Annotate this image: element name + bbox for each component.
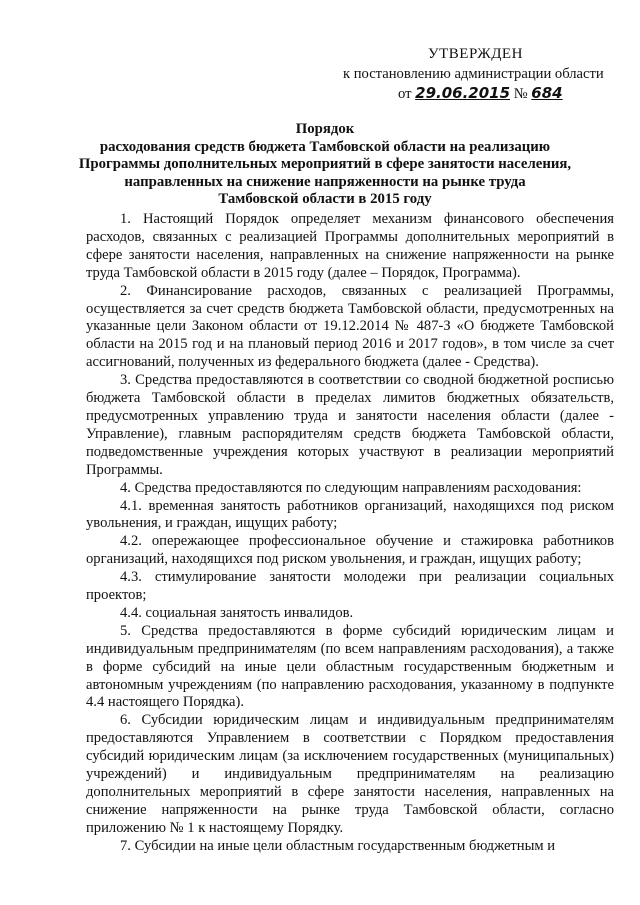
approval-number: 684 [531,83,563,102]
paragraph-7: 7. Субсидии на иные цели областным государственным бюджетным и [120,837,556,854]
paragraph-5: 5. Средства предоставляются в форме субсидий юридическим лицам и индивидуальным предпринимателям (по всем направлениям расходования), а также в форме субсидий на иные цели областным государственным бюджетным и автономным учреждениям (по направлению расходования, указанному в подпункте 4.4 настоящего Порядка). [86,622,614,711]
heading-line: Программы дополнительных мероприятий в сфере занятости населения, [78,156,572,173]
heading-line: расходования средств бюджета Тамбовской области на реализацию [99,138,551,155]
heading-line: Тамбовской области в 2015 году [218,191,432,208]
approval-stamp [338,46,618,104]
approval-number-label: № [513,85,528,102]
paragraph-4-2: 4.2. опережающее профессиональное обучение и стажировка работников организаций, находящихся под риском увольнения, и граждан, ищущих работу; [86,533,614,568]
paragraph-3: 3. Средства предоставляются в соответствии со сводной бюджетной росписью бюджета Тамбовской области в пределах лимитов бюджетных обязательств, предусмотренных управлению труда и занятости населения области (далее - Управление), главным распорядителям средств бюджета Тамбовской области, подведомственные учреждения которых участвуют в реализации мероприятий Программы. [86,372,614,478]
paragraph-4-3: 4.3. стимулирование занятости молодежи при реализации социальных проектов; [86,569,614,604]
approval-reference: к постановлению администрации области [343,65,604,82]
approval-title: УТВЕРЖДЕН [428,46,523,62]
document-body [86,211,614,856]
paragraph-4: 4. Средства предоставляются по следующим направлениям расходования: [120,479,582,496]
approval-date-line [338,85,618,104]
paragraph-6: 6. Субсидии юридическим лицам и индивидуальным предпринимателям предоставляются Управлением в соответствии с Порядком предоставления субсидий юридическим лицам (за исключением государственных (муниципальных) учреждений) и индивидуальным предпринимателям на реализацию дополнительных мероприятий в сфере занятости населения, направленных на снижение напряженности на рынке труда Тамбовской области, согласно приложению № 1 к настоящему Порядку. [86,712,614,836]
paragraph-4-1: 4.1. временная занятость работников организаций, находящихся под риском увольнения, и граждан, ищущих работу; [86,497,614,532]
document-heading [60,121,590,209]
paragraph-2: 2. Финансирование расходов, связанных с реализацией Программы, осуществляется за счет средств бюджета Тамбовской области, предусмотренных на указанные цели Законом области от 19.12.2014 № 487-З «О бюджете Тамбовской области на 2015 год и на плановый период 2016 и 2017 годов», в том числе за счет ассигнований, полученных из федерального бюджета (далее - Средства). [86,282,614,371]
heading-line: направленных на снижение напряженности на рынке труда [124,173,526,190]
approval-prefix: от [398,85,412,102]
heading-line: Порядок [295,121,355,137]
approval-date: 29.06.2015 [415,83,511,102]
paragraph-4-4: 4.4. социальная занятость инвалидов. [120,604,354,621]
paragraph-1: 1. Настоящий Порядок определяет механизм финансового обеспечения расходов, связанных с реализацией Программы дополнительных мероприятий в сфере занятости населения, направленных на снижение напряженности на рынке труда Тамбовской области в 2015 году (далее – Порядок, Программа). [86,211,614,281]
